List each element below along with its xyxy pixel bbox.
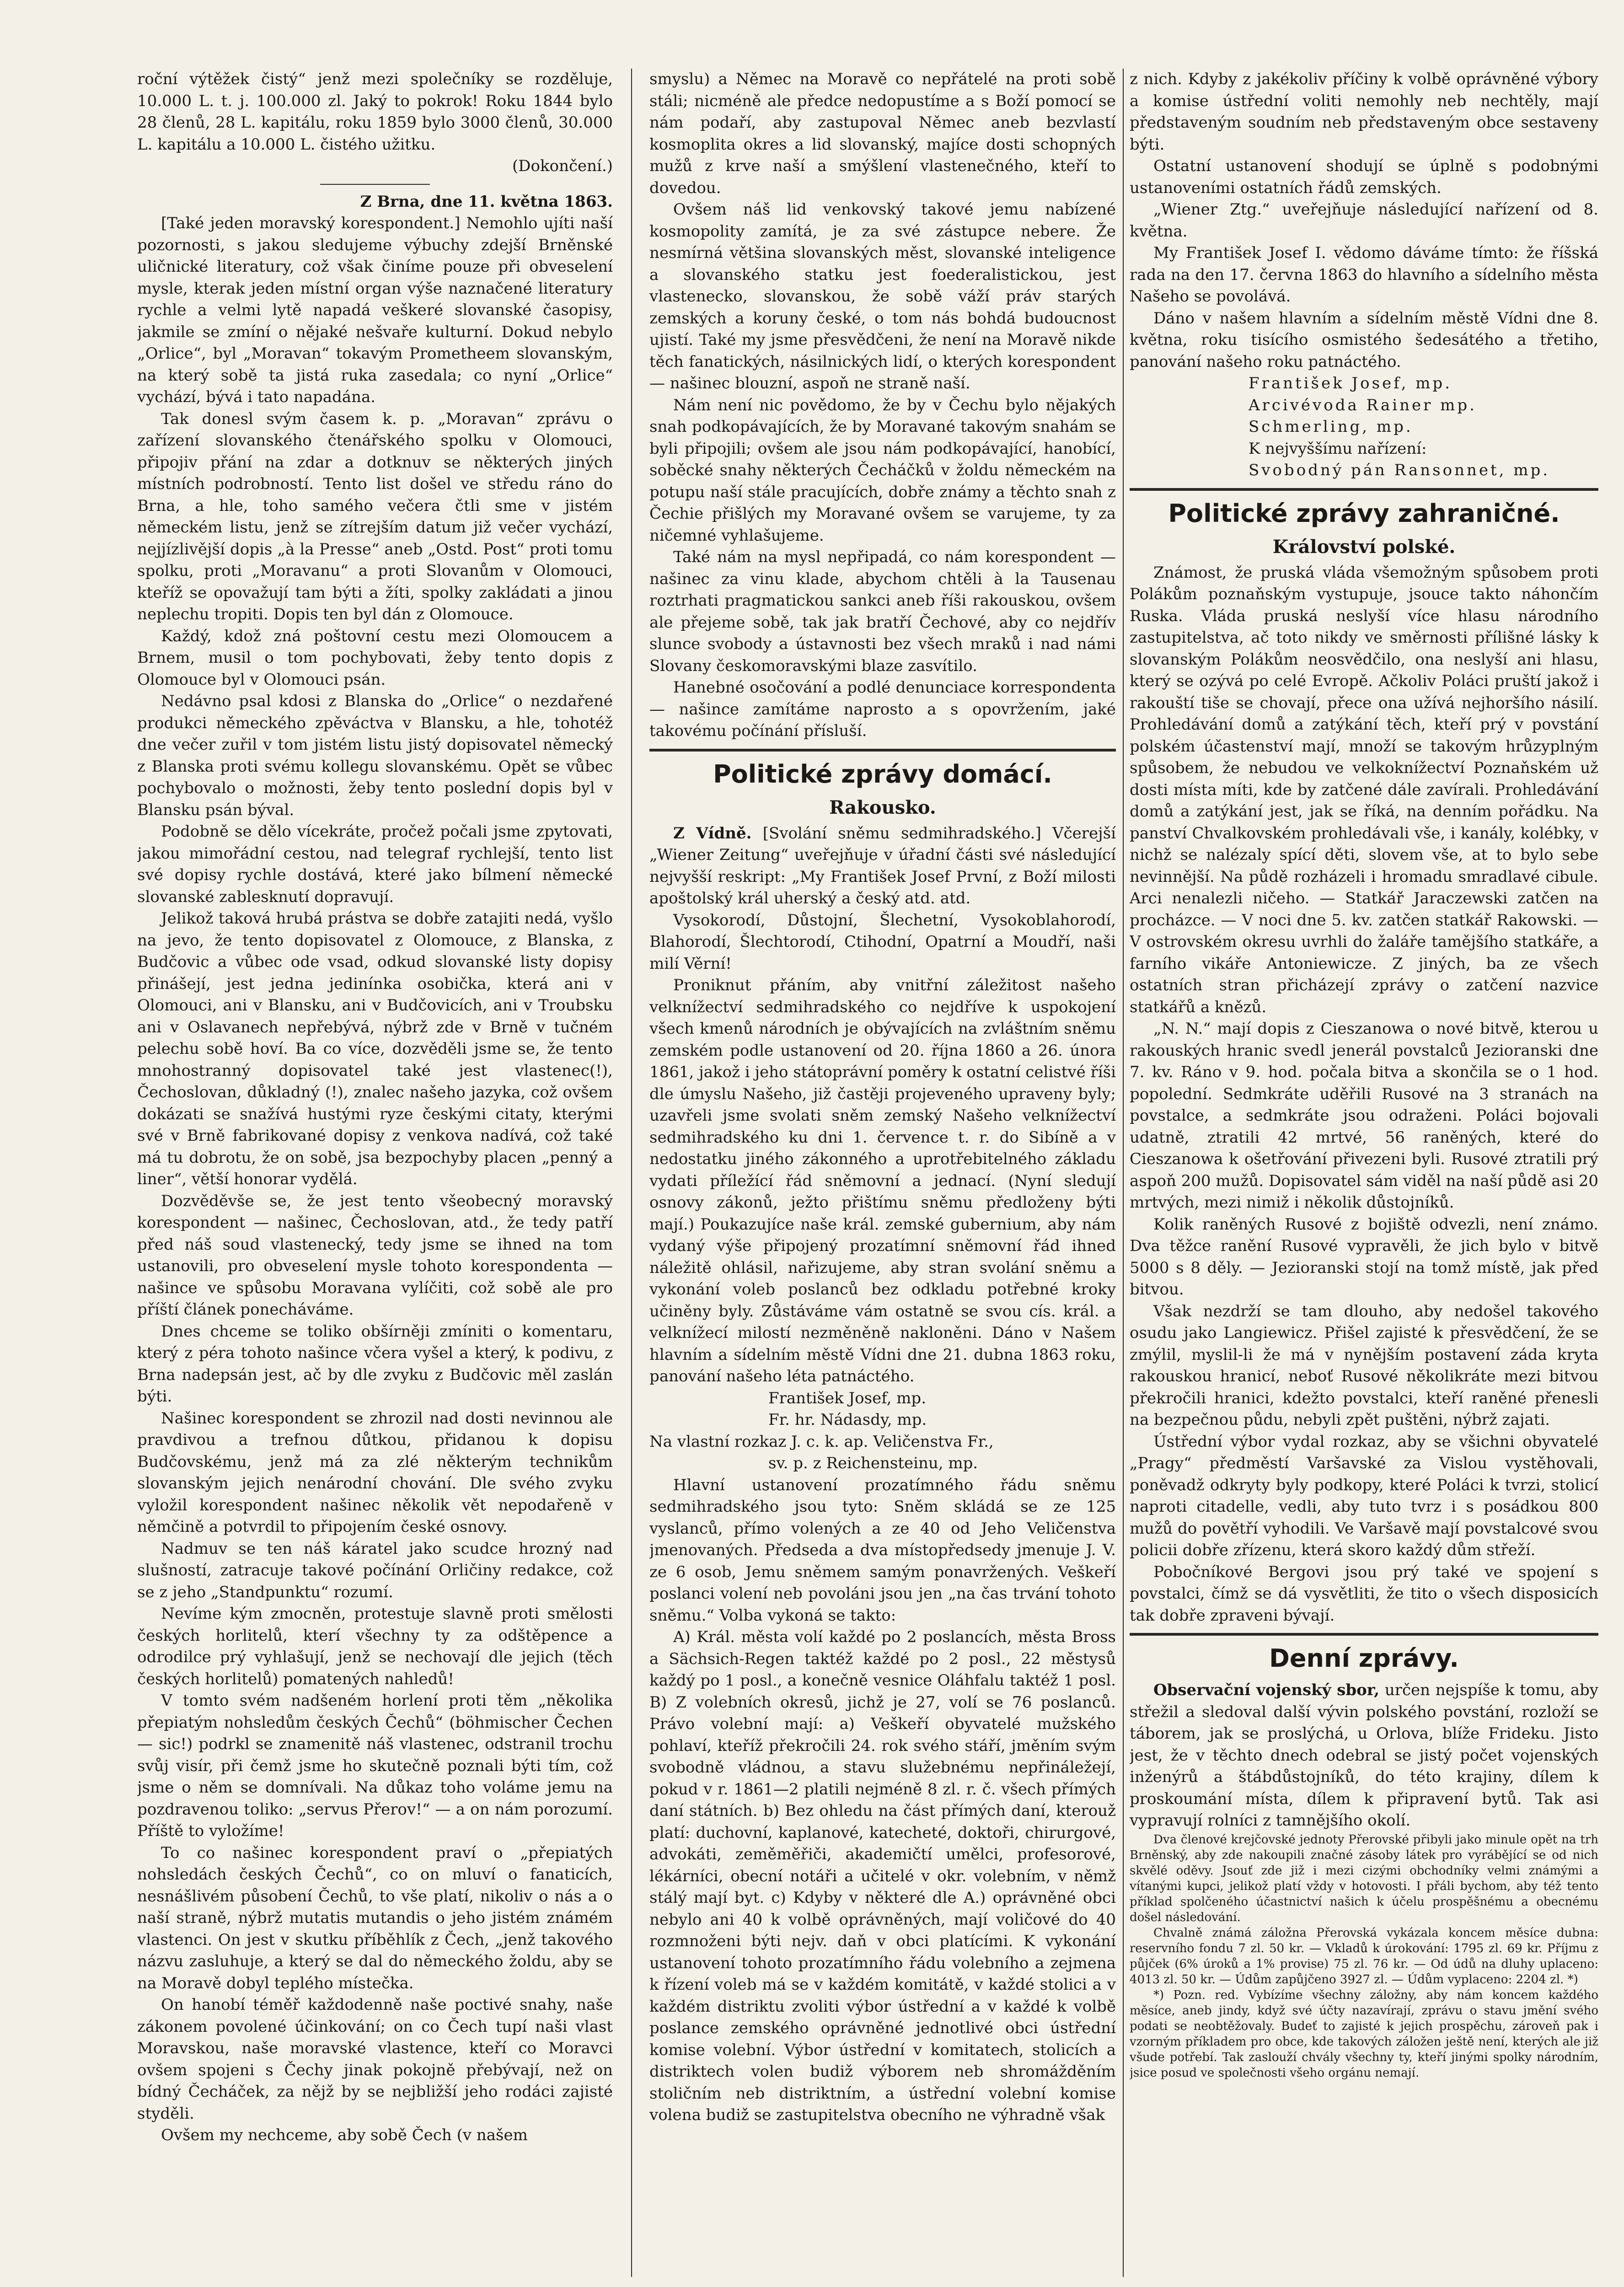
footnote: *) Pozn. red. Vybízíme všechny záložny, aby nám koncem každého měsíce, aneb jindy, když své účty nazavírají, zprávu o stavu jmění svého podati se neobtěžovaly. Budeť to zajisté k jejich prospěchu, zároveň pak i vzorným příkladem pro obce, kde takových záložen ještě není, kterých ale již všude potřebí. Tak zaslouží chvály všechny ty, kteří jinými spolky národním, jsice posud ve společnosti všeho orgánu nemají.: [1130, 1988, 1598, 2080]
article-text: Nedávno psal kdosi z Blanska do „Orlice“ o nezdařené produkci německého zpěváctva v Blansku, a hle, tohotéž dne večer zuřil v tom jistém listu jistý dopisovatel německý z Blanska proti svému kollegu slovanskému. Opět se vůbec pochybovalo o možnosti, žeby tento poslední dopis byl v Blansku psán býval.: [137, 692, 613, 819]
article-text: roční výtěžek čistý“ jenž mezi společníky se rozděluje, 10.000 L. t. j. 100.000 zl. Jaký to pokrok! Roku 1844 bylo 28 členů, 28 L. kapitálu, roku 1859 bylo 3000 členů, 30.000 L. kapitálu a 10.000 L. čistého užitku.: [137, 70, 613, 154]
article-text: [Také jeden moravský korespondent.] Nemohlo ujíti naší pozornosti, s jakou sledujeme výbuchy zdejší Brněnské uličnické literatury, což však činíme pouze při obveselení mysle, kterak jeden místní organ výše naznačené literatury rychle a velmi lytě napadá veškeré slovanské časopisy, jakmile se zmíní o nějaké nešvaře kulturní. Dokud nebylo „Orlice“, byl „Moravan“ tokavým Prometheem slovanským, na který sobě ta jistá ruka zasedala; co nyní „Orlice“ vychází, bývá i tato napadána.: [137, 214, 613, 406]
section-rule: [649, 749, 1116, 752]
article-text: Ovšem náš lid venkovský takové jemu nabízené kosmopolity zamítá, je za své zástupce nebere. Že nesmírná většina slovanských měst, slovanské inteligence a slovanského statku jest foederalistickou, jest vlastenecko, slovanskou, že sobě váží práv starých zemských a koruny české, o tom nás bohdá budoucnost ujistí. Také my jsme přesvědčeni, že není na Moravě nikde těch fanatických, násilnických lidí, o kterých korespondent — našinec blouzní, aspoň ne straně naší.: [649, 200, 1116, 392]
article-text: Dáno v našem hlavním a sídelním městě Vídni dne 8. května, roku tisícího osmistého šedesátého a třetiho, panování našeho roku patnáctého.: [1130, 309, 1598, 371]
article-text: Však nezdrží se tam dlouho, aby nedošel takového osudu jako Langiewicz. Přišel zajisté k přesvědčení, že se zmýlil, myslil-li že má v nynějším postavení záda kryta rakouskou hranicí, neboť Rusové několikráte mezi bitvou překročili hranici, kdežto povstalci, kteří raněné přenesli na bezpečnou půdu, nebyli zpět puštěni, nýbrž zajati.: [1130, 1302, 1598, 1429]
article-text: Nadmuv se ten náš káratel jako scudce hrozný nad slušností, zatracuje takové počínání Orličiny redakce, což se z jeho „Standpunktu“ rozumí.: [137, 1539, 613, 1601]
continuation-note: (Dokončení.): [512, 157, 613, 175]
article-text: Hanebné osočování a podlé denunciace korrespondenta — našince zamítáme naprosto a s opovržením, jaké takovému počínání přísluší.: [649, 678, 1116, 740]
signature: Svobodný pán Ransonnet, mp.: [1249, 461, 1550, 479]
signature: Arcivévoda Rainer mp.: [1249, 396, 1477, 414]
section-heading: Politické zprávy zahraničné.: [1168, 499, 1560, 528]
article-text: Našinec korespondent se zhrozil nad dosti nevinnou ale pravdivou a trefnou důtkou, přidanou k dopisu Budčovskému, jenž má za zlé některým technikům slovanským jejich nenárodní chování. Dle svého zvyku vyložil korespondent našinec několik vět nepodařeně v němčině a potvrdil to připojením české osnovy.: [137, 1409, 613, 1536]
signature: Fr. hr. Nádasdy, mp.: [768, 1411, 927, 1429]
article-text: Hlavní ustanovení prozatímného řádu sněmu sedmihradského jsou tyto: Sněm skládá se ze 125 vyslanců, přímo volených a ze 40 od Jeho Veličenstva jmenovaných. Předseda a dva místopředsedy jmenuje J. V. ze 6 osob, Jemu sněmem samým ponavržených. Veškeří poslanci volení neb povoláni jsou jen „na čas trvání tohoto sněmu.“ Volba vykoná se takto:: [649, 1476, 1116, 1625]
article-text: Dnes chceme se toliko obšírněji zmíniti o komentaru, který z péra tohoto našince včera vyšel a který, k podivu, z Brna nadepsán jest, ač by dle zvyku z Budčovic měl zaslán býti.: [137, 1322, 613, 1406]
article-text: [Svolání sněmu sedmihradského.] Včerejší „Wiener Zeitung“ uveřejňuje v úřadní části své následující nejvyšší reskript: „My František Josef První, z Boží milosti apoštolský král uherský a český atd. atd.: [649, 824, 1116, 907]
column-divider: [1123, 69, 1124, 2277]
article-text: Ústřední výbor vydal rozkaz, aby se všichni obyvatelé „Pragy“ předměstí Varšavské za Vislou vystěhovali, poněvadž odkryty byly podkopy, které Poláci k tvrzi, stolicí naproti citadelle, vedli, aby tuto tvrz i s posádkou 800 mužů do povětří vyhodili. Ve Varšavě mají povstalcové svou policii dobře zřízenu, která skoro každý dům střeží.: [1130, 1432, 1598, 1559]
article-text: Nám není nic povědomo, že by v Čechu bylo nějakých snah podkopávajících, že by Moravané takovým snahám se byli připojili; ovšem ale jsou nám podkopávající, hanobící, soběcké snahy některých Čecháčků v žoldu německém na potupu naší stále pracujících, dobře známy a těchto snah z Čechie přišlých my Moravané ovšem se varujeme, ty za ničemné vyhlašujeme.: [649, 396, 1116, 545]
article-text: Známost, že pruská vláda všemožným spůsobem proti Polákům poznaňským vystupuje, jsouce takto náhončím Ruska. Vláda pruská neslyší více hlasu národního zastupitelstva, ač toto nikdy ve směrnosti přílišné lásky k slovanským Polákům neosvědčilo, ona neslyší ani hlasu, který se ozývá po celé Evropě. Ačkoliv Poláci pruští jakož i rakouští tiše se chovají, přece ona užívá nejhoršího násilí. Prohledávání domů a zatýkání těch, kteří prý v povstání polském účastenství mají, množí se takovým hrůzyplným spůsobem, že nebudou ve velkoknížectví Poznaňském už dosti místa míti, kde by zatčené dále zavírali. Prohledávání domů a zatýkání jest, jak se říká, na denním pořádku. Na panství Chvalkovském prohledávali vše, i kanály, kolébky, v nichž se nalézaly spící děti, slovem vše, at to bylo sebe nevinnější. Na půdě rozházeli i hromadu smradlavé cibule. Arci nenalezli ničeho. — Statkář Jaraczewski zatčen na procházce. — V noci dne 5. kv. zatčen statkář Rakowski. — V ostrovském okresu uvrhli do žaláře tamějšího statkáře, a farního vikáře Antoniewicze. Z jiných, ba ze všech ostatních stran přicházejí zprávy o zatčení nazvice statkářů a knězů.: [1130, 563, 1598, 1016]
signature: František Josef, mp.: [768, 1389, 926, 1407]
article-text: Pobočníkové Bergovi jsou prý také ve spojení s povstalci, čímž se dá vysvětliti, že tito o všech disposicích tak dobře zpraveni bývají.: [1130, 1562, 1598, 1625]
article-text: Nevíme kým zmocněn, protestuje slavně proti smělosti českých horlitelů, kterí všechny ty za odštěpence a odrodilce prý vyhlašují, jenž se nechovají dle jejich (těch českých horlitelů) pomatených nahledů!: [137, 1605, 613, 1688]
article-text: „Wiener Ztg.“ uveřejňuje následující nařízení od 8. května.: [1130, 200, 1598, 241]
article-text: Ostatní ustanovení shodují se úplně s podobnými ustanoveními ostatních řádů zemských.: [1130, 157, 1598, 197]
column-1: [137, 69, 613, 2277]
article-text: Každý, kdož zná poštovní cestu mezi Olomoucem a Brnem, musil o tom pochybovati, žeby tento dopis z Olomouce byl v Olomouci psán.: [137, 627, 613, 689]
section-rule: [1130, 488, 1598, 491]
column-divider: [631, 69, 632, 2277]
article-text: Také nám na mysl nepřipadá, co nám korespondent — našinec za vinu klade, abychom chtěli à la Tausenau roztrhati pragmatickou sankci aneb říši rakouskou, ovšem ale přejeme sobě, tak jak bratří Čechové, aby co nejdřív slunce svobody a ústavnosti bez všech mraků i nad námi Slovany českomoravskými blaze zasvítilo.: [649, 548, 1116, 675]
section-heading: Denní zprávy.: [1269, 1644, 1459, 1673]
signature: sv. p. z Reichensteinu, mp.: [768, 1454, 978, 1472]
article-text: Proniknut přáním, aby vnitřní záležitost našeho velknížectví sedmihradského co nejdříve k uspokojení všech kmenů národních je obývajících na zvláštním sněmu zemském podle ustanovení od 20. října 1860 a 26. února 1861, jakož i jeho státoprávní poměry k ostatní celistvé říši dle úmyslu Našeho, již častěji projeveného upraveny byly; uzavřeli jsme svolati sněm zemský Našeho velknížectví sedmihradského ku dni 1. července t. r. do Sibíně a v nedostatku jiného zákonného a uprotřebitelného základu vydati příležící řád sněmovní a jednací. (Nyní sledují osnovy zákonů, ježto přištímu sněmu předloženy býti mají.) Poukazujíce naše král. zemské gubernium, aby nám vydaný výše připojený prozatímní sněmovní řád ihned náležitě ohlásil, nařizujeme, aby stran svolání sněmu a vykonání voleb poslanců bez odkladu potřebné kroky učiněny byly. Zůstáváme vám ostatně se svou cís. král. a velknížecí milostí nezměněně nakloněni. Dáno v Našem hlavním a sídelním městě Vídni dne 21. dubna 1863 roku, panování našeho léta patnáctého.: [649, 976, 1116, 1385]
article-text: My František Josef I. vědomo dáváme tímto: že říšská rada na den 17. června 1863 do hlavního a sídelního města Našeho se povolává.: [1130, 244, 1598, 306]
column-2: [649, 69, 1116, 2277]
column-3: [1130, 69, 1598, 2277]
item-lead: Observační vojenský sbor,: [1153, 1681, 1380, 1699]
article-text: Tak donesl svým časem k. p. „Moravan“ zprávu o zařízení slovanského čtenářského spolku v Olomouci, připojiv přání na zdar a dotknuv se některých jiných místních podrobností. Tento list došel ve středu ráno do Brna, a hle, toho samého večera čtli sme v jistém německém listu, jenž se zítrejším datum již večer vychází, nejjízlivější dopis „à la Presse“ aneb „Ostd. Post“ proti tomu spolku, proti „Moravanu“ a proti Slovanům v Olomouci, kteříž se opovažují tam býti a žíti, spolky zakládati a jinou neplechu tropiti. Dopis ten byl dán z Olomouce.: [137, 409, 613, 623]
article-text: Dozvěděvše se, že jest tento všeobecný moravský korespondent — našinec, Čechoslovan, atd., že tedy patří před náš soud vlastenecký, tedy jsme se ihned na tom ustanovili, pro obveselení mysle tohoto korespondenta — našince ve spůsobu Moravana vylíčiti, což sobě ale pro příští článek ponecháváme.: [137, 1192, 613, 1319]
article-text: To co našinec korespondent praví o „přepiatých nohsledách českých Čechů“, co on mluví o fanaticích, nesnášlivém působení Čechů, to vše platí, nikoliv o nás a o naší straně, nýbrž mutatis mutandis o jeho jistém známém vlastenci. On jest v skutku příběhlík z Čech, „jenž takového názvu zasluhuje, a který se dal do německého žoldu, aby se na Moravě dobyl teplého místečka.: [137, 1843, 613, 1992]
article-text: Podobně se dělo vícekráte, pročež počali jsme zpytovati, jakou mimořádní cestou, nad telegraf rychlejší, tento list své dopisy rychle dostává, které jako bílmení německé slovanské zablesknutí dopravují.: [137, 822, 613, 906]
article-text: z nich. Kdyby z jakékoliv příčiny k volbě oprávněné výbory a komise ústřední voliti nemohly neb nechtěly, mají představeným soudním neb představeným obce sestaveny býti.: [1130, 70, 1598, 154]
article-text: určen nejspíše k tomu, aby střežil a sledoval další vývin polského povstání, rozloží se táborem, jak se proslýchá, u Orlova, blíže Frideku. Jisto jest, že v těchto dnech odebral se jistý počet vojenských inženýrů a štábdůstojníků, do této krajiny, dílem k proskoumání místa, dílem k připravení bytů. Tak asi vypravují rolníci z tamnějšího okolí.: [1130, 1681, 1598, 1830]
article-text: On hanobí téměř každodenně naše poctivé snahy, naše zákonem povolené účinkování; on co Čech tupí naši vlast Moravskou, naše moravské vlastence, kteří co Moravci ovšem spojeni s Čechy jinak pokojně přebývají, než on bídný Čecháček, za nějž by se nejbližší jeho rodáci zajisté styděli.: [137, 1996, 613, 2123]
article-text: „N. N.“ mají dopis z Cieszanowa o nové bitvě, kterou u rakouských hranic svedl jenerál povstalců Jezioranski dne 7. kv. Ráno v 9. hod. počala bitva a skončila se o 1 hod. popolední. Sedmkráte uděřili Rusové na 3 stranách na povstalce, a sedmkráte jsou odraženi. Poláci bojovali udatně, ztratili 42 mrtvé, 56 raněných, které do Cieszanowa k ošetřování přivezeni byli. Rusové ztratili prý aspoň 200 mužů. Dopisovatel sám viděl na naší půdě asi 20 mrtvých, mezi nimiž i několik důstojníků.: [1130, 1020, 1598, 1212]
article-text: Dva členové krejčovské jednoty Přerovské přibyli jako minule opět na trh Brněnský, aby zde nakoupili značné zásoby látek pro vyrábějící se od nich skvělé oděvy. Jsouť zde již i mezi cizými obchodníky velmi známými a vítanými kupci, jelikož platí vždy v hotovosti. I přáli bychom, aby též tento příklad spolčeného účastnictví našich k účelu prospěšnému a obecnému došel následování.: [1130, 1832, 1598, 1924]
section-subheading: Rakousko.: [829, 796, 936, 818]
article-text: Chvalně známá záložna Přerovská vykázala koncem měsíce dubna: reservního fondu 7 zl. 50 kr. — Vkladů k úrokování: 1795 zl. 69 kr. Příjmu z půjček (6% úroků a 1% provise) 75 zl. 76 kr. — Od údů na dluhy uplaceno: 4013 zl. 50 kr. — Údům zapůjčeno 3927 zl. — Údům vyplaceno: 2204 zl. *): [1130, 1926, 1598, 1986]
section-subheading: Království polské.: [1272, 536, 1456, 558]
signature: Schmerling, mp.: [1249, 418, 1413, 436]
divider: [320, 184, 430, 185]
signature: František Josef, mp.: [1249, 374, 1452, 392]
section-rule: [1130, 1633, 1598, 1636]
article-text: Ovšem my nechceme, aby sobě Čech (v našem: [161, 2126, 528, 2144]
article-text: Vysokorodí, Důstojní, Šlechetní, Vysokoblahorodí, Blahorodí, Šlechtorodí, Ctihodní, Opatrní a Moudří, naši milí Věrní!: [649, 911, 1116, 973]
signature: K nejvyššímu nařízení:: [1249, 439, 1427, 458]
signature: Na vlastní rozkaz J. c. k. ap. Veličenstva Fr.,: [649, 1432, 994, 1451]
article-text: A) Král. města volí každé po 2 poslancích, města Bross a Sächsich-Regen taktéž každé po 2 posl., 22 městysů každý po 1 posl., a konečně vesnice Oláhfalu taktéž 1 posl. B) Z volebních okresů, jichž je 27, volí se 76 poslanců. Právo volební mají: a) Veškeří obyvatelé mužského pohlaví, kteříž překročili 24. rok svého stáří, jměním svým svobodně vládnou, a stavu služebnému nepřináležejí, pokud v r. 1861—2 platili nejméně 8 zl. r. č. všech přímých daní státních. b) Bez ohledu na část přímých daní, kterouž platí: duchovní, kaplanové, katecheté, doktoři, chirurgové, advokáti, zeměměřiči, akademičtí umělci, profesorové, lékárníci, obecní notáři a učitelé v okr. volebním, v němž stálý mají byt. c) Kdyby v některé dle A.) oprávněné obci nebylo ani 40 k volbě oprávněných, mají voličové do 40 rozmnoženi býti nejv. daň v obci platícími. K vykonání ustanovení tohoto prozatímního řádu volebního a zejmena k řízení voleb má se v každém komitátě, v každé stolici a v každém distriktu zvoliti výbor ústřední a v každé k volbě poslance zemského oprávněné jednotlivé obci ústřední komise volební. Výbor ústřední v komitatech, stolicích a distriktech volen budiž výborem neb shromážděním stoličním neb distriktním, a ústřední volební komise volena budiž se zastupitelstva obecního ne výhradně však: [649, 1628, 1116, 2124]
article-text: smyslu) a Němec na Moravě co nepřátelé na proti sobě stáli; nicméně ale předce nedopustíme a s Boží pomocí se nám podaří, aby zastupoval Němec aneb bezvlastí kosmoplita okres a lid slovanský, majíce dosti schopných mužů z krve naší a smýšlení vlastenečného, kteří to dovedou.: [649, 70, 1116, 197]
section-heading: Politické zprávy domácí.: [713, 759, 1052, 789]
article-text: Kolik raněných Rusové z bojiště odvezli, není známo. Dva těžce ranění Rusové vypravěli, že jich bylo v bitvě 5000 s 8 děly. — Jezioranski stojí na tomž místě, jak před bitvou.: [1130, 1215, 1598, 1299]
dateline: Z Vídně.: [673, 824, 752, 843]
article-text: Jelikož taková hrubá prástva se dobře zatajiti nedá, vyšlo na jevo, že tento dopisovatel z Olomouce, z Blanska, z Budčovic a vůbec ode vsad, odkud slovanské listy dopisy přinášejí, jest jedna jedinínka osobička, která ani v Olomouci, ani v Blansku, ani v Budčovicích, ani v Troubsku ani v Oslavanech nepřebývá, nýbrž zde v Brně v tučném pelechu sobě hoví. Ba co více, dozvěděli jsme se, že tento mnohostranný dopisovatel také jest vlastenec(!), Čechoslovan, důkladný (!), znalec našeho jazyka, což ovšem dokázati se snažívá hustými ryze českými citaty, kterými své v Brně fabrikované dopisy z venkova nadívá, což také má tu dobrotu, že on sobě, jsa bezpochyby placen „penný a liner“, větší honorar vydělá.: [137, 909, 613, 1188]
dateline: Z Brna, dne 11. května 1863.: [360, 192, 613, 211]
article-text: V tomto svém nadšeném horlení proti těm „několika přepiatým nohsledům českých Čechů“ (böhmischer Čechen — sic!) podrkl se znamenitě náš vlastenec, odstranil trochu svůj visír, při čemž jsme ho skutečně poznali býti tím, což jsme o něm se domnívali. Na důkaz toho voláme jemu na pozdravenou toliko: „servus Přerov!“ — a on nám porozumí. Příště to vyložíme!: [137, 1691, 613, 1840]
